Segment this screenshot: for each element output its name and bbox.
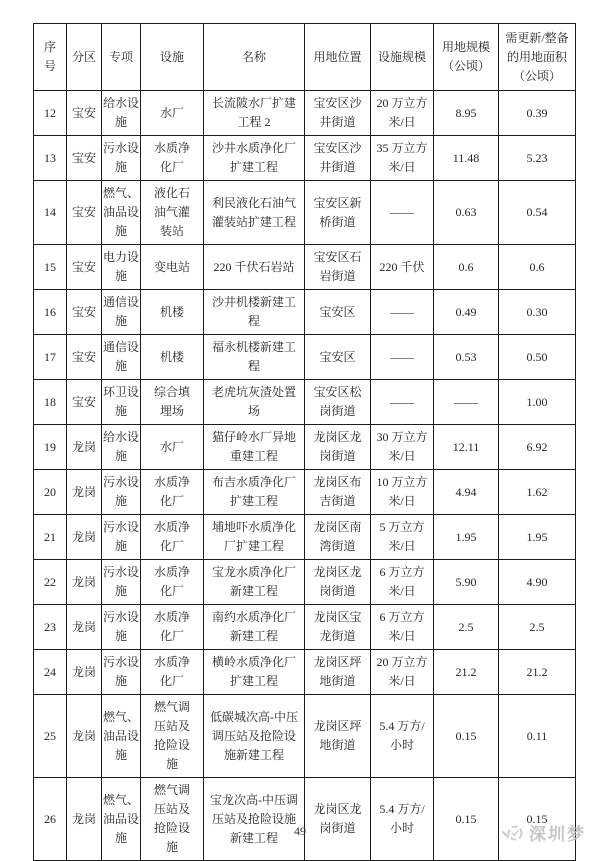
watermark xyxy=(502,820,586,845)
table-row xyxy=(34,515,576,560)
cell-renewal-area: 1.00 xyxy=(499,380,576,425)
cell-renewal-area: 21.2 xyxy=(499,650,576,695)
cell-name: 福永机楼新建工程 xyxy=(204,335,305,380)
cell-district: 龙岗 xyxy=(67,650,102,695)
cell-renewal-area: 1.95 xyxy=(499,515,576,560)
cell-name: 低碳城次高-中压调压站及抢险设施新建工程 xyxy=(204,695,305,778)
cell-scale: 5.4 万方/小时 xyxy=(371,695,434,778)
cell-renewal-area: 0.6 xyxy=(499,245,576,290)
cell-no: 22 xyxy=(34,560,67,605)
header-cell-scale: 设施规模 xyxy=(371,24,434,91)
cell-district: 宝安 xyxy=(67,290,102,335)
header-cell-facility: 设施 xyxy=(141,24,204,91)
cell-facility: 燃气调压站及抢险设施 xyxy=(141,695,204,778)
cell-location: 宝安区沙井街道 xyxy=(305,91,371,136)
shenzhen-dream-logo-icon xyxy=(502,823,524,843)
cell-name: 猫仔岭水厂异地重建工程 xyxy=(204,425,305,470)
cell-land-area: 8.95 xyxy=(434,91,499,136)
cell-name: 横岭水质净化厂扩建工程 xyxy=(204,650,305,695)
header-cell-category: 专项 xyxy=(102,24,141,91)
cell-no: 19 xyxy=(34,425,67,470)
cell-land-area: 0.15 xyxy=(434,778,499,861)
cell-scale: —— xyxy=(371,335,434,380)
cell-facility: 燃气调压站及抢险设施 xyxy=(141,778,204,861)
cell-category: 燃气、油品设施 xyxy=(102,778,141,861)
cell-scale: 5.4 万方/小时 xyxy=(371,778,434,861)
cell-facility: 水质净化厂 xyxy=(141,560,204,605)
cell-district: 龙岗 xyxy=(67,778,102,861)
cell-district: 龙岗 xyxy=(67,425,102,470)
table-row xyxy=(34,91,576,136)
cell-scale: 220 千伏 xyxy=(371,245,434,290)
header-cell-renewal-area: 需更新/整备的用地面积（公顷） xyxy=(499,24,576,91)
cell-category: 燃气、油品设施 xyxy=(102,695,141,778)
cell-land-area: 0.6 xyxy=(434,245,499,290)
cell-scale: 6 万立方米/日 xyxy=(371,605,434,650)
table-row xyxy=(34,560,576,605)
cell-land-area: 2.5 xyxy=(434,605,499,650)
table-row xyxy=(34,136,576,181)
facilities-table xyxy=(33,23,576,861)
cell-no: 21 xyxy=(34,515,67,560)
cell-location: 宝安区 xyxy=(305,290,371,335)
cell-renewal-area: 0.30 xyxy=(499,290,576,335)
cell-land-area: 1.95 xyxy=(434,515,499,560)
cell-name: 220 千伏石岩站 xyxy=(204,245,305,290)
cell-scale: 35 万立方米/日 xyxy=(371,136,434,181)
cell-name: 埔地吓水质净化厂扩建工程 xyxy=(204,515,305,560)
cell-facility: 变电站 xyxy=(141,245,204,290)
cell-location: 宝安区 xyxy=(305,335,371,380)
cell-scale: —— xyxy=(371,380,434,425)
cell-scale: 20 万立方米/日 xyxy=(371,650,434,695)
cell-scale: —— xyxy=(371,181,434,245)
cell-no: 16 xyxy=(34,290,67,335)
cell-no: 14 xyxy=(34,181,67,245)
cell-location: 龙岗区坪地街道 xyxy=(305,650,371,695)
cell-facility: 水质净化厂 xyxy=(141,650,204,695)
cell-no: 25 xyxy=(34,695,67,778)
cell-name: 长流陂水厂扩建工程 2 xyxy=(204,91,305,136)
cell-renewal-area: 5.23 xyxy=(499,136,576,181)
cell-facility: 机楼 xyxy=(141,290,204,335)
cell-scale: —— xyxy=(371,290,434,335)
table-row xyxy=(34,605,576,650)
cell-no: 24 xyxy=(34,650,67,695)
cell-renewal-area: 0.54 xyxy=(499,181,576,245)
cell-location: 宝安区松岗街道 xyxy=(305,380,371,425)
cell-name: 宝龙次高-中压调压站及抢险设施新建工程 xyxy=(204,778,305,861)
cell-category: 污水设施 xyxy=(102,515,141,560)
cell-land-area: 5.90 xyxy=(434,560,499,605)
header-cell-land-area: 用地规模（公顷） xyxy=(434,24,499,91)
cell-land-area: 21.2 xyxy=(434,650,499,695)
cell-no: 13 xyxy=(34,136,67,181)
cell-land-area: 0.49 xyxy=(434,290,499,335)
cell-renewal-area: 6.92 xyxy=(499,425,576,470)
cell-category: 燃气、油品设施 xyxy=(102,181,141,245)
cell-name: 沙井水质净化厂扩建工程 xyxy=(204,136,305,181)
cell-district: 龙岗 xyxy=(67,515,102,560)
cell-category: 污水设施 xyxy=(102,605,141,650)
cell-district: 龙岗 xyxy=(67,695,102,778)
cell-no: 23 xyxy=(34,605,67,650)
cell-location: 宝安区石岩街道 xyxy=(305,245,371,290)
cell-no: 12 xyxy=(34,91,67,136)
cell-category: 给水设施 xyxy=(102,91,141,136)
cell-renewal-area: 0.39 xyxy=(499,91,576,136)
cell-district: 龙岗 xyxy=(67,560,102,605)
cell-no: 26 xyxy=(34,778,67,861)
cell-location: 龙岗区坪地街道 xyxy=(305,695,371,778)
cell-category: 电力设施 xyxy=(102,245,141,290)
cell-facility: 水质净化厂 xyxy=(141,470,204,515)
cell-district: 龙岗 xyxy=(67,470,102,515)
cell-renewal-area: 0.50 xyxy=(499,335,576,380)
cell-location: 龙岗区布吉街道 xyxy=(305,470,371,515)
cell-location: 龙岗区龙岗街道 xyxy=(305,560,371,605)
cell-district: 龙岗 xyxy=(67,605,102,650)
cell-category: 污水设施 xyxy=(102,470,141,515)
table-row xyxy=(34,380,576,425)
cell-land-area: —— xyxy=(434,380,499,425)
cell-land-area: 0.53 xyxy=(434,335,499,380)
cell-scale: 30 万立方米/日 xyxy=(371,425,434,470)
cell-location: 龙岗区龙岗街道 xyxy=(305,778,371,861)
cell-district: 宝安 xyxy=(67,181,102,245)
cell-renewal-area: 2.5 xyxy=(499,605,576,650)
cell-facility: 水质净化厂 xyxy=(141,136,204,181)
cell-facility: 水质净化厂 xyxy=(141,605,204,650)
cell-category: 通信设施 xyxy=(102,335,141,380)
cell-renewal-area: 0.15 xyxy=(499,778,576,861)
cell-land-area: 0.15 xyxy=(434,695,499,778)
cell-category: 环卫设施 xyxy=(102,380,141,425)
cell-renewal-area: 4.90 xyxy=(499,560,576,605)
cell-name: 老虎坑灰渣处置场 xyxy=(204,380,305,425)
watermark-text: 深圳梦 xyxy=(529,825,586,844)
cell-district: 宝安 xyxy=(67,335,102,380)
cell-district: 宝安 xyxy=(67,91,102,136)
table-row xyxy=(34,778,576,861)
cell-no: 18 xyxy=(34,380,67,425)
cell-location: 宝安区沙井街道 xyxy=(305,136,371,181)
cell-facility: 水质净化厂 xyxy=(141,515,204,560)
cell-no: 20 xyxy=(34,470,67,515)
cell-scale: 10 万立方米/日 xyxy=(371,470,434,515)
cell-district: 宝安 xyxy=(67,136,102,181)
header-cell-location: 用地位置 xyxy=(305,24,371,91)
cell-name: 宝龙水质净化厂新建工程 xyxy=(204,560,305,605)
header-cell-district: 分区 xyxy=(67,24,102,91)
table-row xyxy=(34,245,576,290)
cell-category: 污水设施 xyxy=(102,136,141,181)
cell-district: 宝安 xyxy=(67,245,102,290)
cell-renewal-area: 1.62 xyxy=(499,470,576,515)
header-cell-name: 名称 xyxy=(204,24,305,91)
cell-name: 利民液化石油气灌装站扩建工程 xyxy=(204,181,305,245)
table-row xyxy=(34,695,576,778)
cell-location: 龙岗区宝龙街道 xyxy=(305,605,371,650)
cell-category: 污水设施 xyxy=(102,560,141,605)
page-number: 49 xyxy=(294,824,306,838)
cell-scale: 5 万立方米/日 xyxy=(371,515,434,560)
table-header-row xyxy=(34,24,576,91)
cell-location: 龙岗区龙岗街道 xyxy=(305,425,371,470)
cell-name: 南约水质净化厂新建工程 xyxy=(204,605,305,650)
cell-scale: 6 万立方米/日 xyxy=(371,560,434,605)
header-cell-no: 序号 xyxy=(34,24,67,91)
cell-land-area: 11.48 xyxy=(434,136,499,181)
cell-land-area: 12.11 xyxy=(434,425,499,470)
cell-name: 布吉水质净化厂扩建工程 xyxy=(204,470,305,515)
cell-facility: 综合填埋场 xyxy=(141,380,204,425)
cell-facility: 水厂 xyxy=(141,425,204,470)
cell-name: 沙井机楼新建工程 xyxy=(204,290,305,335)
cell-facility: 液化石油气灌装站 xyxy=(141,181,204,245)
table-row xyxy=(34,650,576,695)
table-row xyxy=(34,425,576,470)
cell-district: 宝安 xyxy=(67,380,102,425)
cell-facility: 水厂 xyxy=(141,91,204,136)
cell-land-area: 0.63 xyxy=(434,181,499,245)
cell-category: 污水设施 xyxy=(102,650,141,695)
cell-location: 宝安区新桥街道 xyxy=(305,181,371,245)
cell-no: 17 xyxy=(34,335,67,380)
table-row xyxy=(34,181,576,245)
cell-location: 龙岗区南湾街道 xyxy=(305,515,371,560)
cell-scale: 20 万立方米/日 xyxy=(371,91,434,136)
cell-no: 15 xyxy=(34,245,67,290)
cell-land-area: 4.94 xyxy=(434,470,499,515)
table-row xyxy=(34,290,576,335)
table-row xyxy=(34,470,576,515)
cell-facility: 机楼 xyxy=(141,335,204,380)
cell-category: 通信设施 xyxy=(102,290,141,335)
cell-category: 给水设施 xyxy=(102,425,141,470)
cell-renewal-area: 0.11 xyxy=(499,695,576,778)
table-row xyxy=(34,335,576,380)
